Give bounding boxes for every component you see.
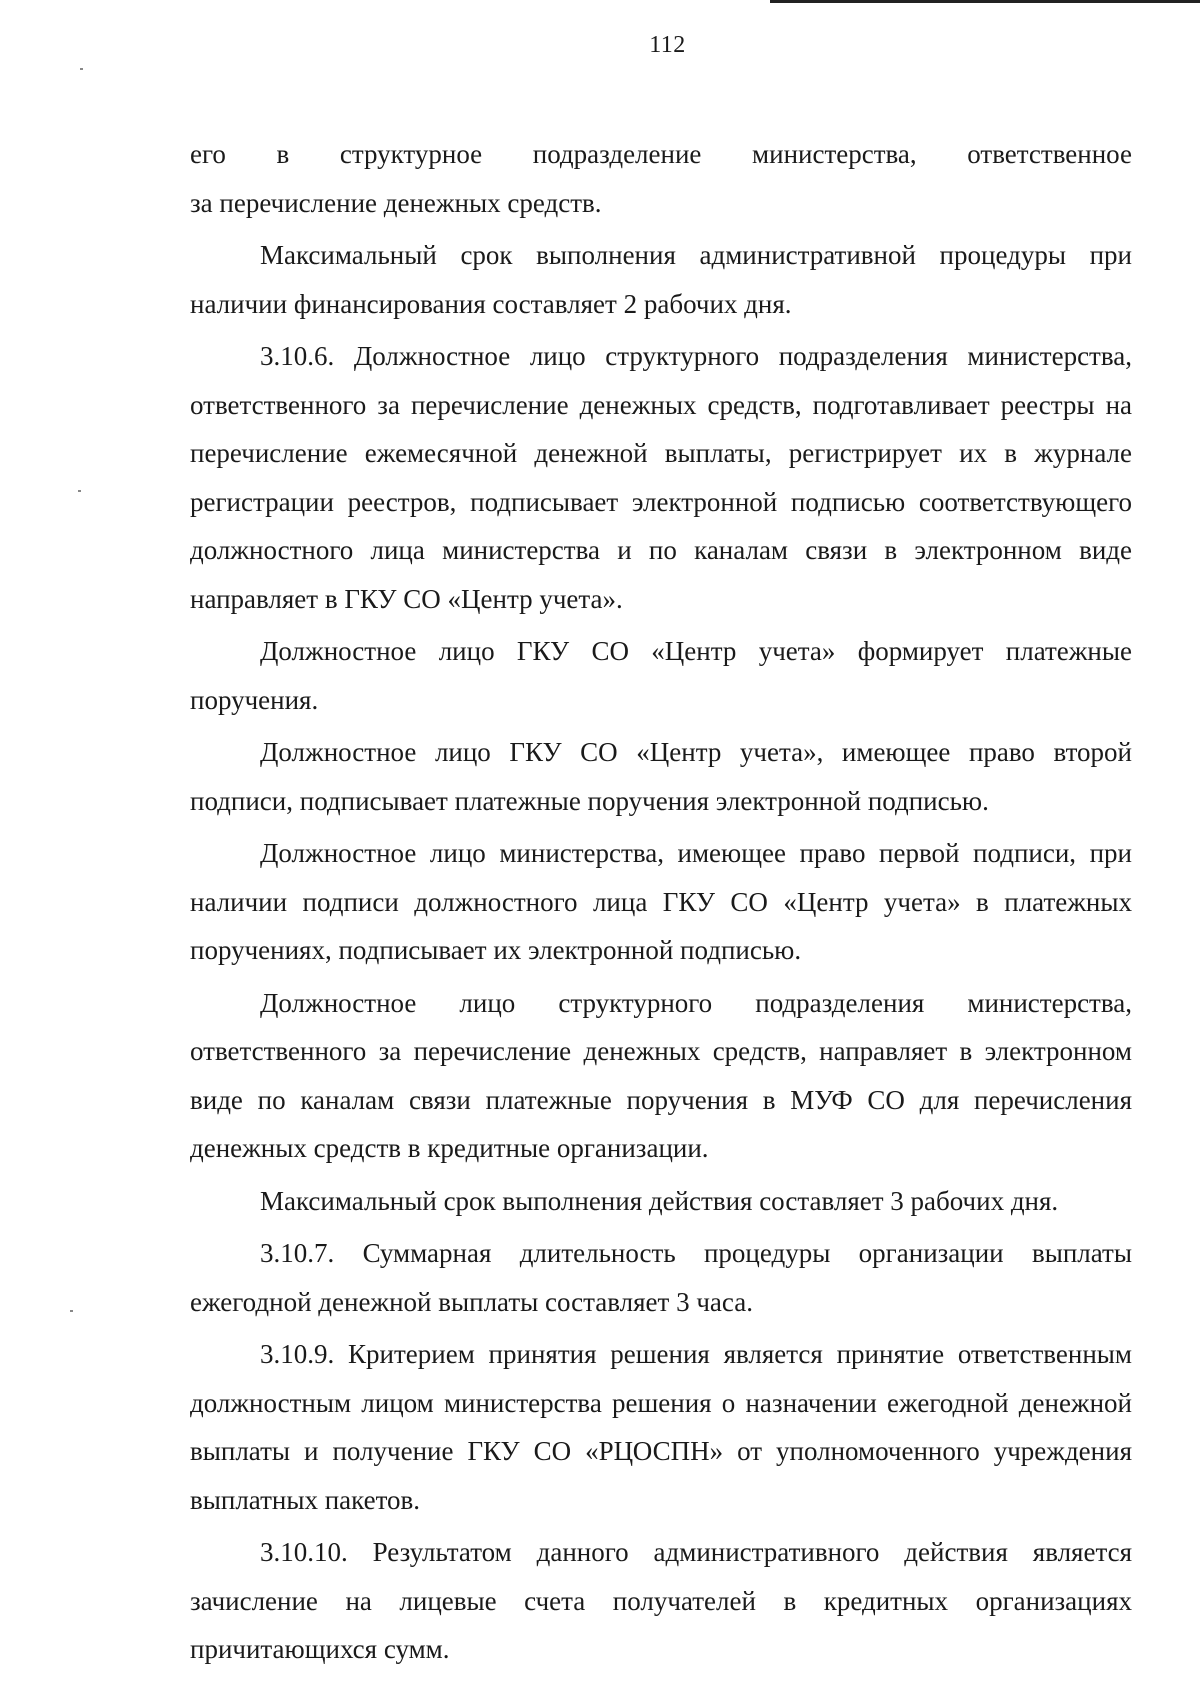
paragraph-3-10-10: 3.10.10. Результатом данного административного действия является зачисление на лицевые счета получателей в кредитных организациях причитающихся сумм.	[190, 1537, 1132, 1664]
paragraph-second-signature: Должностное лицо ГКУ СО «Центр учета», имеющее право второй подписи, подписывает платежные поручения электронной подписью.	[190, 737, 1132, 816]
paragraph-send-to-muf: Должностное лицо структурного подразделения министерства, ответственного за перечисление денежных средств, направляет в электронном виде по каналам связи платежные поручения в МУФ СО для перечисления денежных средств в кредитные организации.	[190, 987, 1132, 1163]
document-body	[190, 130, 1132, 1678]
paragraph-max-term-financing: Максимальный срок выполнения административной процедуры при наличии финансирования составляет 2 рабочих дня.	[190, 240, 1132, 319]
paragraph-payment-orders-form: Должностное лицо ГКУ СО «Центр учета» формирует платежные поручения.	[190, 636, 1132, 715]
top-edge-rule	[770, 0, 1200, 3]
paragraph-max-term-action: Максимальный срок выполнения действия составляет 3 рабочих дня.	[260, 1185, 1059, 1216]
scan-speck	[80, 68, 83, 70]
scan-speck	[70, 1310, 73, 1312]
paragraph-3-10-7: 3.10.7. Суммарная длительность процедуры организации выплаты ежегодной денежной выплаты составляет 3 часа.	[190, 1238, 1132, 1317]
paragraph-3-10-9: 3.10.9. Критерием принятия решения является принятие ответственным должностным лицом министерства решения о назначении ежегодной денежной выплаты и получение ГКУ СО «РЦОСПН» от уполномоченного учреждения выплатных пакетов.	[190, 1339, 1132, 1515]
paragraph-first-signature: Должностное лицо министерства, имеющее право первой подписи, при наличии подписи должностного лица ГКУ СО «Центр учета» в платежных поручениях, подписывает их электронной подписью.	[190, 838, 1132, 965]
page-number: 112	[649, 32, 686, 58]
paragraph-line: его в структурное подразделение министерства, ответственное	[190, 139, 1132, 169]
scan-speck	[78, 490, 81, 492]
paragraph-continuation	[190, 130, 1132, 227]
paragraph-line: за перечисление денежных средств.	[190, 187, 602, 218]
paragraph-3-10-6: 3.10.6. Должностное лицо структурного подразделения министерства, ответственного за перечисление денежных средств, подготавливает реестры на перечисление ежемесячной денежной выплаты, регистрирует их в журнале регистрации реестров, подписывает электронной подписью соответствующего должностного лица министерства и по каналам связи в электронном виде направляет в ГКУ СО «Центр учета».	[190, 341, 1132, 614]
